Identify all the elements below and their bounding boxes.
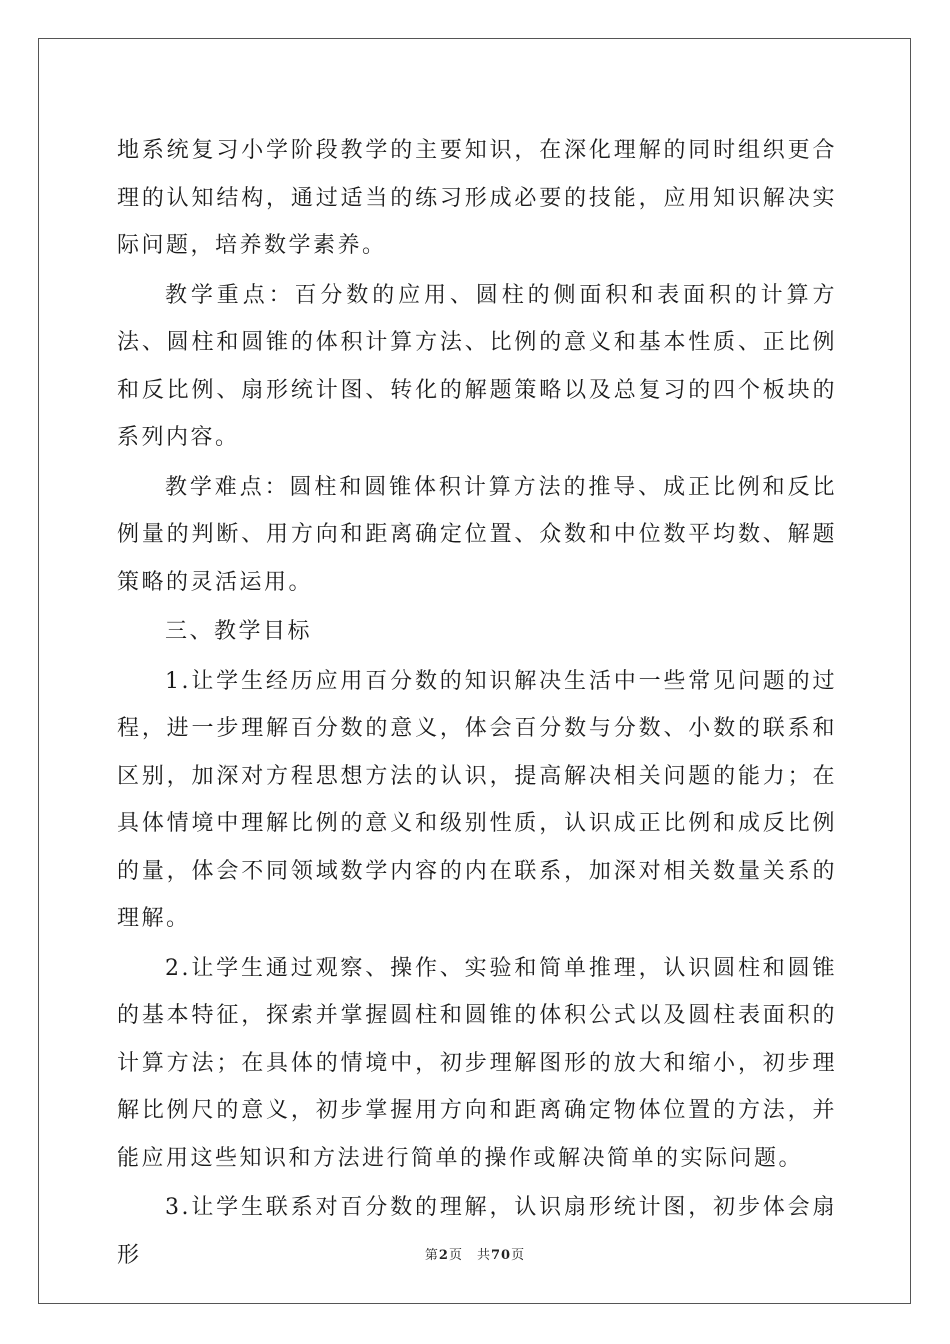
footer-page-suffix: 页 (448, 1248, 463, 1263)
footer-total-pages: 70 (490, 1248, 512, 1263)
paragraph-goal-3: 3.让学生联系对百分数的理解，认识扇形统计图，初步体会扇形 (117, 1195, 837, 1268)
footer-page-prefix: 第 (424, 1248, 439, 1263)
paragraph-goal-2: 2.让学生通过观察、操作、实验和简单推理，认识圆柱和圆锥的基本特征，探索并掌握圆柱和圆锥的体积公式以及圆柱表面积的计算方法；在具体的情境中，初步理解图形的放大和缩小，初步理解比例尺的意义，初步掌握用方向和距离确定物体位置的方法，并能应用这些知识和方法进行简单的操作或解决简单的实际问题。 (117, 955, 837, 1171)
paragraph-key-points: 教学重点：百分数的应用、圆柱的侧面积和表面积的计算方法、圆柱和圆锥的体积计算方法、比例的意义和基本性质、正比例和反比例、扇形统计图、转化的解题策略以及总复习的四个板块的系列内容。 (117, 282, 837, 450)
footer-total-prefix: 共 (476, 1248, 491, 1263)
document-body (117, 127, 837, 1279)
footer-total-suffix: 页 (511, 1248, 526, 1263)
page-footer (0, 1244, 950, 1263)
section-heading-teaching-goals: 三、教学目标 (165, 619, 313, 644)
paragraph-goal-1: 1.让学生经历应用百分数的知识解决生活中一些常见问题的过程，进一步理解百分数的意义，体会百分数与分数、小数的联系和区别，加深对方程思想方法的认识，提高解决相关问题的能力；在具体情境中理解比例的意义和级别性质，认识成正比例和成反比例的量，体会不同领域数学内容的内在联系，加深对相关数量关系的理解。 (117, 668, 837, 931)
footer-page-number: 2 (438, 1248, 449, 1263)
paragraph-intro-continuation: 地系统复习小学阶段教学的主要知识，在深化理解的同时组织更合理的认知结构，通过适当的练习形成必要的技能，应用知识解决实际问题，培养数学素养。 (117, 138, 837, 258)
paragraph-difficult-points: 教学难点：圆柱和圆锥体积计算方法的推导、成正比例和反比例量的判断、用方向和距离确定位置、众数和中位数平均数、解题策略的灵活运用。 (117, 474, 837, 595)
